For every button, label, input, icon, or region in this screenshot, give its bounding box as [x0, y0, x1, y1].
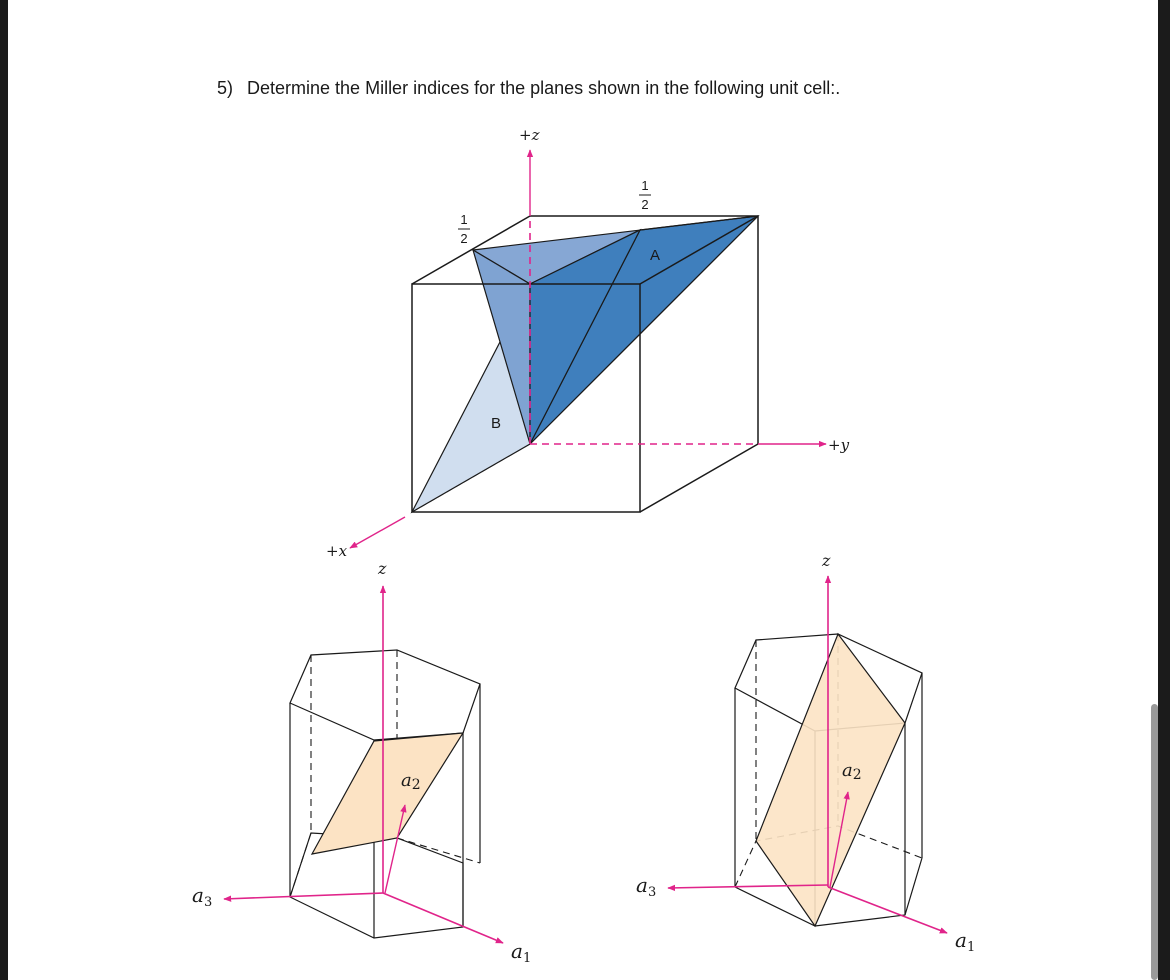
half-label-left — [458, 212, 470, 246]
x-axis-arrow — [350, 517, 405, 548]
question-text: Determine the Miller indices for the planes shown in the following unit cell:. — [247, 78, 841, 98]
z-axis-label: +z — [519, 126, 540, 144]
hex-right-a1-label: $a_1$ — [955, 928, 976, 955]
plane-b-label: B — [491, 415, 502, 432]
svg-text:2: 2 — [460, 231, 468, 246]
svg-text:1: 1 — [641, 178, 649, 193]
hex-left-a2-label: a2 — [401, 770, 421, 793]
x-axis-label: +x — [326, 542, 348, 560]
hex-left-z-label: z — [378, 559, 387, 578]
hex-left-a3-axis — [224, 893, 383, 899]
hex-right-a2-label: a2 — [842, 760, 862, 783]
hex-right-z-label: z — [822, 551, 831, 570]
y-axis-label: +y — [828, 436, 850, 454]
hex-cell-right — [636, 551, 975, 955]
cube-edge-br — [640, 444, 758, 512]
svg-text:2: 2 — [641, 197, 649, 212]
question-number: 5) — [217, 78, 234, 98]
half-label-top — [639, 178, 651, 212]
hex-right-a3-label: $a_3$ — [636, 873, 657, 900]
hex-left-plane — [312, 733, 463, 854]
svg-text:1: 1 — [460, 212, 468, 227]
hex-right-a1-axis — [828, 887, 947, 933]
hex-left-a1-axis — [383, 893, 503, 943]
hex-left-a3-label: $a_3$ — [192, 883, 213, 910]
hex-left-a1-label: $a_1$ — [511, 939, 532, 966]
cubic-unit-cell — [326, 126, 850, 560]
hex-left-top — [290, 650, 480, 740]
hex-cell-left — [192, 559, 531, 966]
plane-a-label: A — [650, 247, 661, 264]
